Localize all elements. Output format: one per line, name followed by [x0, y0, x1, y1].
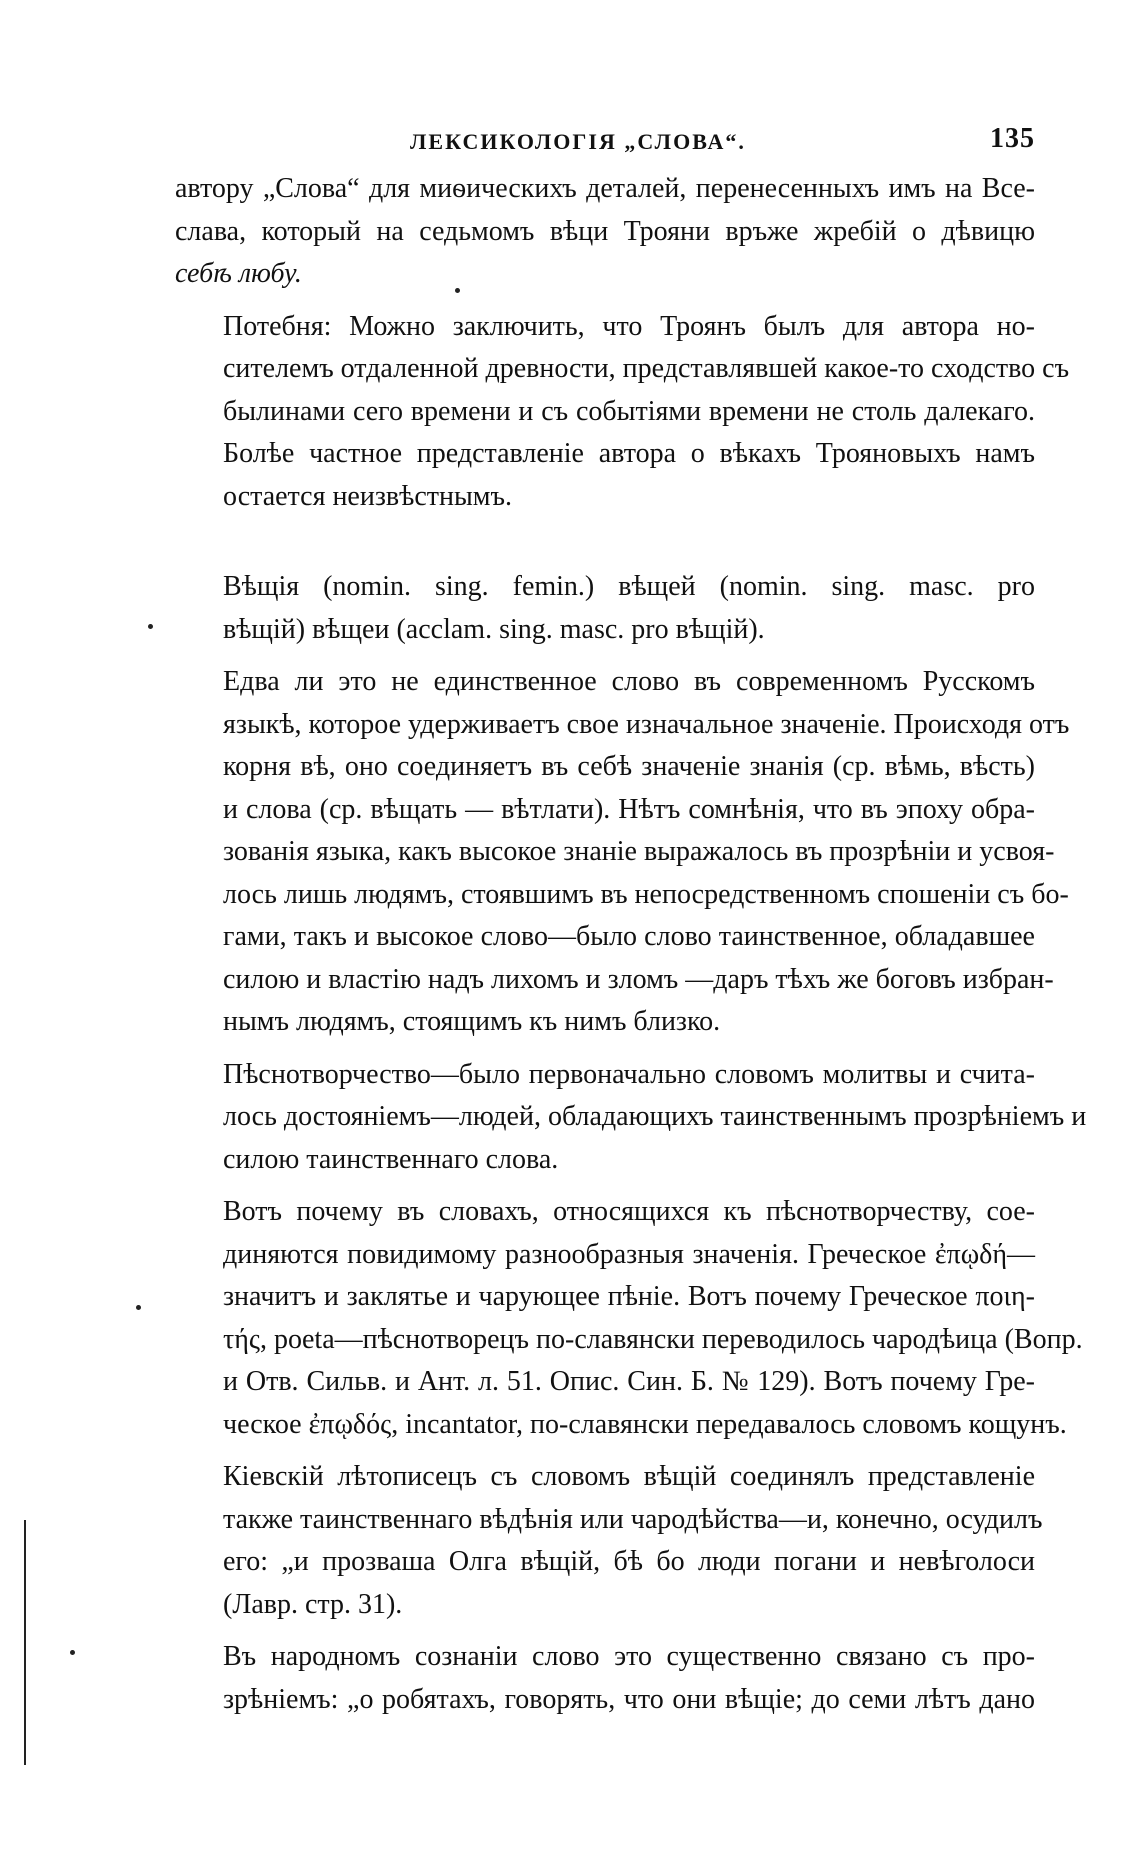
text-line: слава, который на седьмомъ вѣци Трояни връже жребій о дѣвицю	[175, 215, 1035, 247]
paragraph-potebnya	[175, 306, 1070, 519]
text-line: ческое ἐπῳδός, incantator, по-славянски передавалось словомъ кощунъ.	[223, 1408, 1067, 1440]
text-line: зованія языка, какъ высокое знаніе выражалось въ прозрѣніи и усвоя-	[223, 836, 1055, 867]
paragraph-chronicler	[175, 1456, 1043, 1626]
text-line: (Лавр. стр. 31).	[223, 1588, 403, 1620]
page-number: 135	[990, 123, 1035, 154]
text-line: корня вѣ, оно соединяетъ въ себѣ значеніе знанія (ср. вѣмь, вѣсть)	[223, 751, 1035, 782]
text-line: себѣ любу.	[175, 258, 302, 289]
running-title: ЛЕКСИКОЛОГІЯ „СЛОВА“.	[410, 129, 746, 154]
text-line: автору „Слова“ для миѳическихъ деталей, перенесенныхъ имъ на Все-	[175, 173, 1035, 204]
text-line: лось достояніемъ—людей, обладающихъ таинственнымъ прозрѣніемъ и	[223, 1101, 1087, 1132]
text-line: зрѣніемъ: „о робятахъ, говорять, что они вѣщіе; до семи лѣтъ дано	[223, 1683, 1035, 1715]
text-line: силою и властію надъ лихомъ и зломъ —даръ тѣхъ же боговъ избран-	[223, 963, 1054, 995]
margin-mark	[148, 624, 153, 629]
text-line: сителемъ отдаленной древности, представлявшей какое-то сходство съ	[223, 353, 1070, 384]
body-text	[175, 168, 1087, 1731]
text-line: силою таинственнаго слова.	[223, 1143, 559, 1175]
paragraph-folk	[175, 1636, 1035, 1721]
margin-mark	[70, 1650, 75, 1655]
text-line: былинами сего времени и съ событіями времени не столь далекаго.	[223, 395, 1035, 427]
text-line: также таинственнаго вѣдѣнія или чародѣйства—и, конечно, осудилъ	[223, 1503, 1043, 1535]
margin-mark	[455, 288, 460, 293]
text-line: τής, poeta—пѣснотворецъ по-славянски переводилось чародѣица (Вопр.	[223, 1323, 1083, 1355]
text-line: языкѣ, которое удерживаетъ свое изначальное значеніе. Происходя отъ	[223, 708, 1070, 740]
paragraph-pesnotvorchestvo	[175, 1054, 1087, 1182]
text-line: вѣщій) вѣщеи (acclam. sing. masc. pro вѣщій).	[223, 613, 765, 645]
text-line: Едва ли это не единственное слово въ современномъ Русскомъ	[223, 666, 1035, 697]
text-line: и Отв. Сильв. и Ант. л. 51. Опис. Син. Б. № 129). Вотъ почему Гре-	[223, 1366, 1035, 1397]
text-line: его: „и прозваша Олга вѣщій, бѣ бо люди погани и невѣголоси	[223, 1546, 1035, 1577]
text-line: Кіевскій лѣтописецъ съ словомъ вѣщій соединялъ представленіе	[223, 1461, 1035, 1492]
text-line: Вотъ почему въ словахъ, относящихся къ пѣснотворчеству, сое-	[223, 1196, 1035, 1227]
text-line: Въ народномъ сознаніи слово это существенно связано съ про-	[223, 1641, 1035, 1672]
text-line: Пѣснотворчество—было первоначально словомъ молитвы и счита-	[223, 1058, 1035, 1090]
entry-heading-veshchiya	[175, 566, 1035, 651]
paragraph-greek	[175, 1191, 1083, 1446]
text-line: нымъ людямъ, стоящимъ къ нимъ близко.	[223, 1006, 721, 1037]
text-line: Болѣе частное представленіе автора о вѣкахъ Трояновыхъ намъ	[223, 438, 1035, 469]
text-line: Вѣщія (nomin. sing. femin.) вѣщей (nomin. sing. masc. pro	[223, 571, 1035, 602]
paragraph-etymology	[175, 661, 1070, 1044]
text-line: диняются повидимому разнообразныя значенія. Греческое ἐπῳδή—	[223, 1238, 1035, 1270]
running-head	[175, 123, 1035, 163]
text-line: лось лишь людямъ, стоявшимъ въ непосредственномъ спошеніи съ бо-	[223, 878, 1069, 910]
margin-rule	[24, 1520, 26, 1765]
text-line: и слова (ср. вѣщать — вѣтлати). Нѣтъ сомнѣнія, что въ эпоху обра-	[223, 793, 1035, 825]
paragraph-continuation	[175, 168, 1035, 296]
text-line: Потебня: Можно заключить, что Троянъ былъ для автора но-	[223, 310, 1035, 342]
text-line: гами, такъ и высокое слово—было слово таинственное, обладавшее	[223, 921, 1035, 952]
text-line: значитъ и заклятье и чарующее пѣніе. Вотъ почему Греческое ποιη-	[223, 1281, 1035, 1312]
margin-mark	[136, 1305, 141, 1310]
text-line: остается неизвѣстнымъ.	[223, 480, 512, 512]
